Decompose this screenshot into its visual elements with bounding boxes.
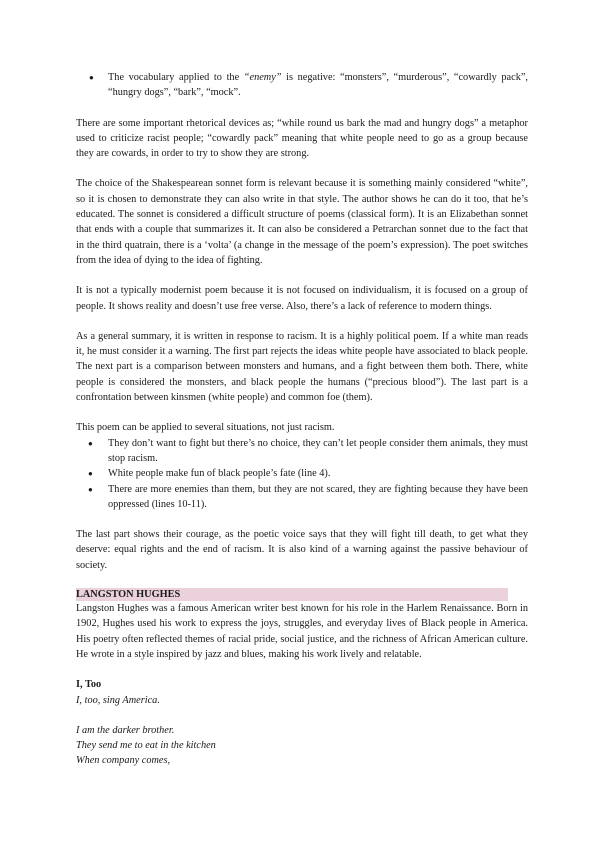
summary-paragraph: As a general summary, it is written in response to racism. It is a highly political poem. If a white man reads it, he must consider it a warning. The first part rejects the ideas white people have associated to black people. The next part is a comparison between monsters and humans, and a fight between them both. There, white people is considered the monsters, and black people the humans (“precious blood”). The last part is a confrontation between kinsmen (white people) and common foe (them). [76, 330, 528, 404]
poem-line: I, too, sing America. [76, 694, 160, 706]
poem-line: They send me to eat in the kitchen [76, 740, 216, 752]
vocabulary-bullet-list [76, 70, 528, 101]
poem-title: I, Too [76, 679, 102, 691]
list-item: ● White people make fun of black people’s fate (line 4). [76, 466, 528, 481]
vocabulary-bullet: ● The vocabulary applied to the “enemy” is negative: “monsters”, “murderous”, “cowardly pack”, “hungry dogs”, “bark”, “mock”. [76, 70, 528, 101]
modernist-paragraph: It is not a typically modernist poem because it is not focused on individualism, it is focused on a group of people. It shows reality and doesn’t use free verse. Also, there’s a lack of reference to modern things. [76, 285, 528, 312]
situations-intro: This poem can be applied to several situations, not just racism. [76, 422, 335, 434]
list-item: ● They don’t want to fight but there’s no choice, they can’t let people consider them animals, they must stop racism. [76, 436, 528, 467]
courage-paragraph: The last part shows their courage, as the poetic voice says that they will fight till death, to get what they deserve: equal rights and the end of racism. It is also kind of a warning against the passive behaviour of society. [76, 529, 528, 571]
poem-line: When company comes, [76, 755, 171, 767]
section-heading-langston-hughes: LANGSTON HUGHES [76, 588, 508, 601]
hughes-bio-paragraph: Langston Hughes was a famous American writer best known for his role in the Harlem Renaissance. Born in 1902, Hughes used his work to express the joys, struggles, and everyday lives of Black people in America. His poetry often reflected themes of racial pride, social justice, and the richness of African American culture. He wrote in a style inspired by jazz and blues, making his work lively and relatable. [76, 603, 528, 660]
list-item: ● There are more enemies than them, but they are not scared, they are fighting because they have been oppressed (lines 10-11). [76, 482, 528, 513]
situations-list [76, 436, 528, 512]
enemy-word: “enemy” [243, 72, 282, 83]
sonnet-form-paragraph: The choice of the Shakespearean sonnet form is relevant because it is something mainly considered “white”, so it is chosen to demonstrate they can also write in that style. The author shows he can do it too, that he’s educated. The sonnet is considered a difficult structure of poems (classical form). It is an Elizabethan sonnet that ends with a couple that summarizes it. It can also be considered a Petrarchan sonnet due to the fact that in the third quatrain, there is a ‘volta’ (a change in the message of the poem’s expression). The poet switches from the idea of dying to the idea of fighting. [76, 178, 528, 266]
rhetorical-devices-paragraph: There are some important rhetorical devices as; “while round us bark the mad and hungry dogs” a metaphor used to criticize racist people; “cowardly pack” meaning that white people need to go as a group because they are cowards, in order to try to show they are strong. [76, 117, 528, 160]
poem-line: I am the darker brother. [76, 724, 175, 736]
